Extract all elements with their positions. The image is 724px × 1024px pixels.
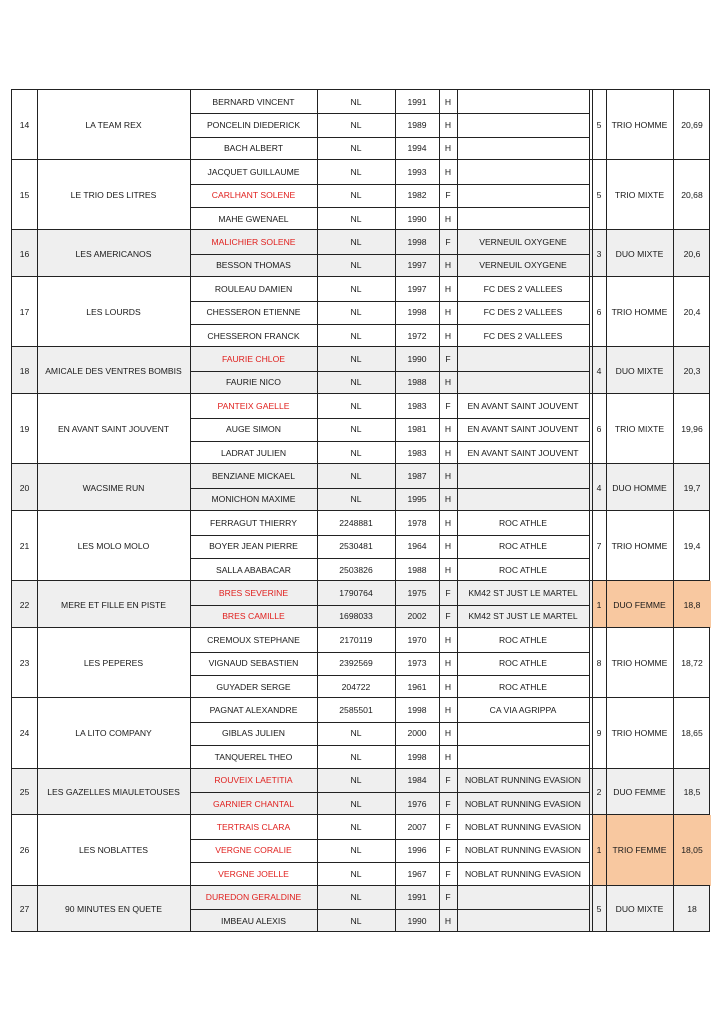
team-category: DUO FEMME [613, 599, 666, 610]
team-name: LES NOBLATTES [78, 845, 149, 856]
member-birth-year: 1998 [407, 237, 427, 248]
category-rank: 2 [596, 786, 602, 797]
member-birth-year: 2007 [407, 822, 427, 833]
category-rank: 6 [596, 307, 602, 318]
team-rank: 16 [19, 248, 30, 259]
member-name: CHESSERON ETIENNE [206, 307, 301, 318]
member-birth-year: 1976 [407, 798, 427, 809]
team-rank: 21 [19, 541, 30, 552]
member-name: BOYER JEAN PIERRE [209, 541, 298, 552]
member-birth-year: 1988 [407, 377, 427, 388]
team-rank: 25 [19, 786, 30, 797]
member-name: ROUVEIX LAETITIA [214, 775, 293, 786]
member-sex: H [444, 143, 452, 154]
member-club: NOBLAT RUNNING EVASION [464, 775, 582, 786]
member-club: FC DES 2 VALLEES [483, 283, 563, 294]
member-license: NL [350, 166, 362, 177]
team-score: 20,69 [681, 120, 703, 131]
member-sex: H [444, 283, 452, 294]
team-block [11, 768, 710, 816]
team-block [11, 697, 710, 768]
member-club [457, 722, 589, 745]
member-license: NL [350, 751, 362, 762]
category-rank: 4 [596, 365, 602, 376]
team-name: EN AVANT SAINT JOUVENT [57, 424, 170, 435]
member-license: 204722 [341, 681, 371, 692]
team-name: LA LITO COMPANY [75, 728, 152, 739]
member-name: LADRAT JULIEN [220, 447, 287, 458]
member-name: FERRAGUT THIERRY [210, 517, 297, 528]
member-license: NL [350, 377, 362, 388]
member-license: NL [350, 190, 362, 201]
member-license: NL [350, 798, 362, 809]
team-rank: 26 [19, 845, 30, 856]
member-name: CREMOUX STEPHANE [207, 634, 300, 645]
column-divider [589, 581, 590, 627]
member-name: BENZIANE MICKAEL [211, 471, 296, 482]
member-club: VERNEUIL OXYGENE [479, 260, 567, 271]
member-sex: H [444, 447, 452, 458]
team-rank: 19 [19, 424, 30, 435]
member-club: ROC ATHLE [498, 658, 548, 669]
member-name: AUGE SIMON [226, 424, 281, 435]
member-club: ROC ATHLE [498, 517, 548, 528]
member-name: PAGNAT ALEXANDRE [209, 705, 298, 716]
member-sex: H [444, 260, 452, 271]
category-rank: 3 [596, 248, 602, 259]
category-rank: 5 [596, 120, 602, 131]
member-license: NL [350, 307, 362, 318]
team-category: DUO FEMME [613, 786, 666, 797]
member-license: NL [350, 494, 362, 505]
member-birth-year: 1998 [407, 705, 427, 716]
member-name: BESSON THOMAS [216, 260, 291, 271]
team-category: TRIO HOMME [611, 658, 668, 669]
member-birth-year: 1983 [407, 447, 427, 458]
member-club [457, 207, 589, 230]
member-license: NL [350, 96, 362, 107]
team-category: DUO MIXTE [615, 365, 664, 376]
team-rank: 17 [19, 307, 30, 318]
member-sex: F [445, 400, 451, 411]
member-license: 2248881 [339, 517, 373, 528]
member-sex: H [444, 658, 452, 669]
member-club: FC DES 2 VALLEES [483, 307, 563, 318]
category-rank: 4 [596, 482, 602, 493]
results-table [11, 89, 710, 931]
column-divider [589, 394, 590, 463]
member-birth-year: 1988 [407, 564, 427, 575]
member-birth-year: 1987 [407, 471, 427, 482]
category-rank: 1 [596, 845, 602, 856]
column-divider [589, 347, 590, 393]
member-birth-year: 1998 [407, 307, 427, 318]
member-birth-year: 1983 [407, 400, 427, 411]
member-sex: F [445, 237, 451, 248]
member-sex: H [444, 541, 452, 552]
member-name: VERGNE JOELLE [218, 868, 289, 879]
member-license: 2392569 [339, 658, 373, 669]
member-name: ROULEAU DAMIEN [214, 283, 293, 294]
member-license: NL [350, 143, 362, 154]
member-sex: H [444, 634, 452, 645]
team-block [11, 814, 710, 885]
member-sex: H [444, 471, 452, 482]
member-license: NL [350, 471, 362, 482]
member-club: VERNEUIL OXYGENE [479, 237, 567, 248]
member-birth-year: 1978 [407, 517, 427, 528]
team-score: 20,4 [683, 307, 701, 318]
team-rank: 15 [19, 190, 30, 201]
member-sex: H [444, 494, 452, 505]
category-rank: 1 [596, 599, 602, 610]
team-score: 20,3 [683, 365, 701, 376]
member-license: NL [350, 915, 362, 926]
team-name: AMICALE DES VENTRES BOMBIS [45, 365, 182, 376]
column-divider [589, 464, 590, 510]
member-sex: H [444, 213, 452, 224]
member-license: 2170119 [339, 634, 373, 645]
team-category: TRIO HOMME [611, 120, 668, 131]
team-rank: 22 [19, 599, 30, 610]
member-name: GARNIER CHANTAL [212, 798, 294, 809]
member-name: MONICHON MAXIME [211, 494, 296, 505]
column-divider [589, 511, 590, 580]
team-name: LA TEAM REX [85, 120, 142, 131]
member-name: IMBEAU ALEXIS [221, 915, 286, 926]
category-rank: 6 [596, 424, 602, 435]
member-birth-year: 1993 [407, 166, 427, 177]
team-name: LES LOURDS [86, 307, 141, 318]
team-score: 20,6 [683, 248, 701, 259]
member-birth-year: 1989 [407, 120, 427, 131]
member-birth-year: 1964 [407, 541, 427, 552]
member-club: FC DES 2 VALLEES [483, 330, 563, 341]
member-birth-year: 1982 [407, 190, 427, 201]
member-club: ROC ATHLE [498, 541, 548, 552]
team-category: TRIO HOMME [611, 307, 668, 318]
member-sex: F [445, 892, 451, 903]
member-birth-year: 1990 [407, 213, 427, 224]
member-club [457, 137, 589, 160]
member-club: KM42 ST JUST LE MARTEL [468, 611, 578, 622]
member-birth-year: 1997 [407, 260, 427, 271]
member-birth-year: 2002 [407, 611, 427, 622]
member-sex: F [445, 822, 451, 833]
column-divider [589, 230, 590, 276]
member-license: NL [350, 354, 362, 365]
member-sex: H [444, 751, 452, 762]
member-sex: H [444, 120, 452, 131]
member-name: BERNARD VINCENT [212, 96, 295, 107]
member-club [457, 464, 589, 487]
column-divider [589, 90, 590, 159]
category-rank: 5 [596, 190, 602, 201]
member-license: NL [350, 120, 362, 131]
member-club: EN AVANT SAINT JOUVENT [467, 447, 579, 458]
member-license: 2530481 [339, 541, 373, 552]
member-name: MALICHIER SOLENE [211, 237, 296, 248]
member-club [457, 488, 589, 511]
member-birth-year: 2000 [407, 728, 427, 739]
team-category: DUO MIXTE [615, 248, 664, 259]
member-birth-year: 1967 [407, 868, 427, 879]
member-club: NOBLAT RUNNING EVASION [464, 798, 582, 809]
team-rank: 20 [19, 482, 30, 493]
member-sex: F [445, 588, 451, 599]
team-block [11, 276, 710, 347]
member-birth-year: 1995 [407, 494, 427, 505]
member-sex: H [444, 377, 452, 388]
member-sex: H [444, 307, 452, 318]
member-birth-year: 1961 [407, 681, 427, 692]
member-birth-year: 1990 [407, 915, 427, 926]
column-divider [589, 277, 590, 346]
team-score: 20,68 [681, 190, 703, 201]
member-name: GIBLAS JULIEN [221, 728, 286, 739]
member-sex: H [444, 96, 452, 107]
column-divider [589, 815, 590, 884]
team-name: LES AMERICANOS [75, 248, 152, 259]
member-club [457, 745, 589, 768]
member-sex: H [444, 915, 452, 926]
team-name: LES PEPERES [83, 658, 144, 669]
member-sex: H [444, 705, 452, 716]
member-sex: H [444, 330, 452, 341]
category-rank: 8 [596, 658, 602, 669]
member-license: NL [350, 868, 362, 879]
member-sex: H [444, 517, 452, 528]
team-score: 19,7 [683, 482, 701, 493]
member-license: 1790764 [339, 588, 373, 599]
member-birth-year: 1975 [407, 588, 427, 599]
member-birth-year: 1998 [407, 751, 427, 762]
member-name: CHESSERON FRANCK [207, 330, 300, 341]
member-name: PONCELIN DIEDERICK [206, 120, 301, 131]
member-sex: F [445, 775, 451, 786]
team-name: WACSIME RUN [82, 482, 145, 493]
member-name: CARLHANT SOLENE [211, 190, 296, 201]
team-category: TRIO HOMME [611, 541, 668, 552]
team-block [11, 346, 710, 394]
member-birth-year: 1994 [407, 143, 427, 154]
member-name: SALLA ABABACAR [216, 564, 291, 575]
team-rank: 18 [19, 365, 30, 376]
member-license: NL [350, 237, 362, 248]
team-name: LES MOLO MOLO [77, 541, 150, 552]
member-club: ROC ATHLE [498, 564, 548, 575]
column-divider [589, 628, 590, 697]
team-rank: 27 [19, 903, 30, 914]
team-category: TRIO MIXTE [614, 424, 665, 435]
team-category: DUO MIXTE [615, 903, 664, 914]
team-name: LES GAZELLES MIAULETOUSES [47, 786, 180, 797]
member-birth-year: 1984 [407, 775, 427, 786]
member-birth-year: 1997 [407, 283, 427, 294]
team-category: TRIO FEMME [612, 845, 667, 856]
team-block [11, 580, 710, 628]
member-birth-year: 1972 [407, 330, 427, 341]
member-license: NL [350, 400, 362, 411]
team-score: 19,96 [681, 424, 703, 435]
team-score: 18,5 [683, 786, 701, 797]
member-license: NL [350, 775, 362, 786]
member-club [457, 909, 589, 932]
category-rank: 5 [596, 903, 602, 914]
team-score: 18,72 [681, 658, 703, 669]
member-sex: F [445, 354, 451, 365]
team-block [11, 229, 710, 277]
member-license: NL [350, 260, 362, 271]
team-score: 19,4 [683, 541, 701, 552]
member-club: NOBLAT RUNNING EVASION [464, 868, 582, 879]
team-name: LE TRIO DES LITRES [70, 190, 157, 201]
member-club: ROC ATHLE [498, 634, 548, 645]
member-name: FAURIE CHLOE [221, 354, 286, 365]
member-name: DUREDON GERALDINE [205, 892, 302, 903]
member-name: BRES CAMILLE [222, 611, 285, 622]
member-club [457, 347, 589, 370]
member-sex: H [444, 728, 452, 739]
member-sex: H [444, 564, 452, 575]
member-birth-year: 1973 [407, 658, 427, 669]
member-club [457, 90, 589, 113]
team-block [11, 463, 710, 511]
member-name: GUYADER SERGE [216, 681, 291, 692]
member-license: 2585501 [339, 705, 373, 716]
member-sex: F [445, 611, 451, 622]
member-club: KM42 ST JUST LE MARTEL [468, 588, 578, 599]
member-license: 2503826 [339, 564, 373, 575]
member-sex: F [445, 845, 451, 856]
member-name: TANQUEREL THEO [214, 751, 293, 762]
member-license: NL [350, 892, 362, 903]
team-name: MERE ET FILLE EN PISTE [61, 599, 166, 610]
member-license: NL [350, 213, 362, 224]
member-club [457, 184, 589, 207]
member-club: EN AVANT SAINT JOUVENT [467, 400, 579, 411]
member-birth-year: 1981 [407, 424, 427, 435]
member-birth-year: 1991 [407, 892, 427, 903]
member-club [457, 160, 589, 183]
member-name: JACQUET GUILLAUME [207, 166, 300, 177]
team-block [11, 627, 710, 698]
team-block [11, 885, 710, 933]
team-block [11, 510, 710, 581]
member-license: 1698033 [339, 611, 373, 622]
member-license: NL [350, 822, 362, 833]
team-block [11, 159, 710, 230]
team-score: 18 [687, 903, 697, 914]
member-name: VERGNE CORALIE [215, 845, 292, 856]
member-license: NL [350, 728, 362, 739]
team-category: TRIO HOMME [611, 728, 668, 739]
column-divider [589, 769, 590, 815]
team-score: 18,05 [681, 845, 703, 856]
member-club: ROC ATHLE [498, 681, 548, 692]
member-club [457, 113, 589, 136]
member-club: EN AVANT SAINT JOUVENT [467, 424, 579, 435]
member-name: PANTEIX GAELLE [217, 400, 290, 411]
column-divider [589, 160, 590, 229]
member-name: BRES SEVERINE [218, 588, 289, 599]
member-birth-year: 1991 [407, 96, 427, 107]
member-birth-year: 1996 [407, 845, 427, 856]
team-name: 90 MINUTES EN QUETE [65, 903, 162, 914]
member-sex: F [445, 798, 451, 809]
member-license: NL [350, 447, 362, 458]
member-club: CA VIA AGRIPPA [489, 705, 557, 716]
team-category: TRIO MIXTE [614, 190, 665, 201]
team-block [11, 89, 710, 160]
member-sex: H [444, 424, 452, 435]
column-divider [589, 698, 590, 767]
member-club [457, 371, 589, 394]
member-sex: H [444, 166, 452, 177]
column-divider [589, 886, 590, 932]
member-birth-year: 1970 [407, 634, 427, 645]
category-rank: 9 [596, 728, 602, 739]
member-license: NL [350, 424, 362, 435]
team-score: 18,65 [681, 728, 703, 739]
team-rank: 23 [19, 658, 30, 669]
member-club [457, 886, 589, 909]
member-name: MAHE GWENAEL [218, 213, 289, 224]
member-license: NL [350, 283, 362, 294]
member-sex: F [445, 190, 451, 201]
member-license: NL [350, 330, 362, 341]
member-sex: H [444, 681, 452, 692]
member-club: NOBLAT RUNNING EVASION [464, 845, 582, 856]
member-name: BACH ALBERT [223, 143, 284, 154]
team-block [11, 393, 710, 464]
category-rank: 7 [596, 541, 602, 552]
member-birth-year: 1990 [407, 354, 427, 365]
team-rank: 14 [19, 120, 30, 131]
member-name: TERTRAIS CLARA [216, 822, 291, 833]
member-club: NOBLAT RUNNING EVASION [464, 822, 582, 833]
member-license: NL [350, 845, 362, 856]
team-category: DUO HOMME [612, 482, 667, 493]
member-name: VIGNAUD SEBASTIEN [208, 658, 299, 669]
team-score: 18,8 [683, 599, 701, 610]
team-rank: 24 [19, 728, 30, 739]
member-sex: F [445, 868, 451, 879]
member-name: FAURIE NICO [226, 377, 281, 388]
